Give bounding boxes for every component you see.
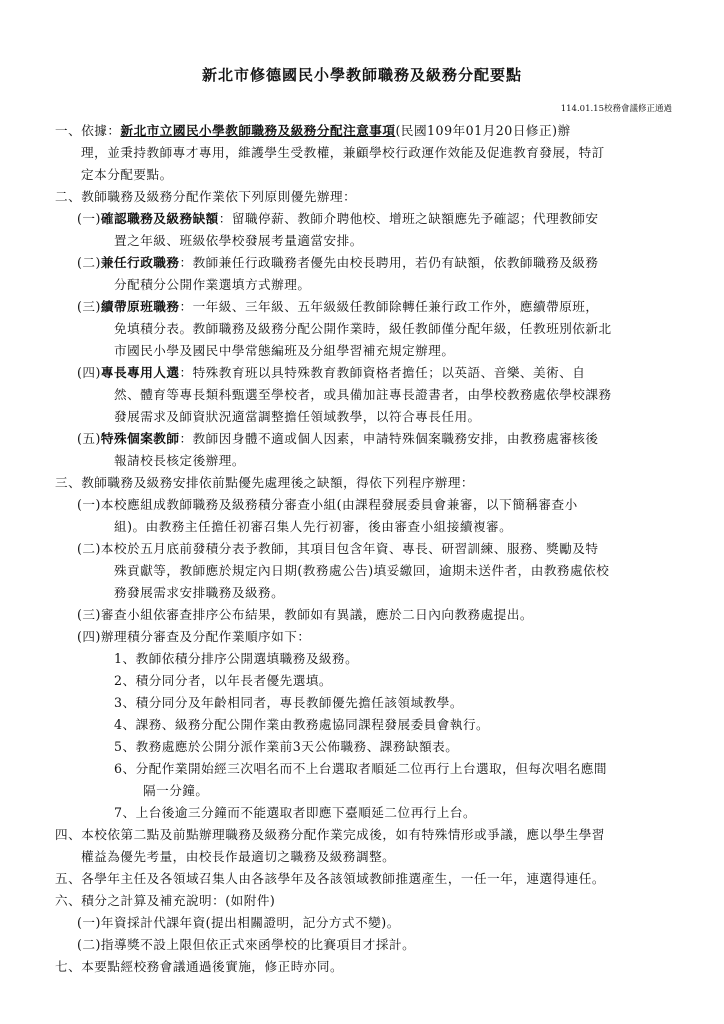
item-text: ：特殊教育班以具特殊教育教師資格者擔任；以英語、音樂、美術、自 bbox=[179, 365, 586, 380]
section-3-item-4-line-1 bbox=[77, 627, 310, 647]
section-6-heading: 六、積分之計算及補充說明：(如附件) bbox=[55, 893, 276, 908]
step-5: 5、教務處應於公開分派作業前3天公佈職務、課務缺額表。 bbox=[114, 739, 459, 754]
item-text: ：教師因身體不適或個人因素，申請特殊個案職務安排，由教務處審核後 bbox=[179, 431, 599, 446]
section-3-item-1-line-1 bbox=[77, 495, 578, 515]
section-1-reference: 新北市立國民小學教師職務及級務分配注意事項 bbox=[120, 123, 396, 138]
section-1-line-1 bbox=[55, 121, 571, 141]
item-text: 本校應組成教師職務及級務積分審查小組(由課程發展委員會兼審，以下簡稱審查小 bbox=[100, 497, 578, 512]
item-number: (五) bbox=[77, 431, 101, 446]
section-6-item-2: (二)指導獎不設上限但依正式來函學校的比賽項目才採計。 bbox=[77, 937, 416, 952]
item-number: (三) bbox=[77, 299, 101, 314]
step-7: 7、上台後逾三分鐘而不能選取者即應下臺順延二位再行上台。 bbox=[114, 805, 477, 820]
section-2-item-4-line-3: 發展需求及師資狀況適當調整擔任領域教學，以符合專長任用。 bbox=[114, 409, 481, 424]
section-3-item-2-line-3: 務發展需求安排職務及級務。 bbox=[114, 585, 285, 600]
section-7-line-1: 七、本要點經校務會議通過後實施，修正時亦同。 bbox=[55, 959, 344, 974]
item-term: 特殊個案教師 bbox=[100, 431, 180, 446]
section-1-number: 一、 bbox=[55, 123, 82, 138]
section-2-item-3-line-1 bbox=[77, 297, 598, 317]
step-2: 2、積分同分者，以年長者優先選填。 bbox=[114, 673, 333, 688]
step-1: 1、教師依積分排序公開選填職務及級務。 bbox=[114, 651, 359, 666]
revision-note: 114.01.15校務會議修正通過 bbox=[560, 104, 672, 114]
section-2-item-4-line-1 bbox=[77, 363, 585, 383]
item-term: 兼任行政職務 bbox=[100, 255, 180, 270]
section-1-lead: 依據： bbox=[81, 123, 121, 138]
item-number: (四) bbox=[77, 629, 101, 644]
item-number: (四) bbox=[77, 365, 101, 380]
section-2-item-1-line-1 bbox=[77, 209, 598, 229]
section-1-line-3: 定本分配要點。 bbox=[81, 167, 173, 182]
section-2-item-1-line-2: 置之年級、班級依學校發展考量適當安排。 bbox=[114, 233, 363, 248]
section-4-line-1: 四、本校依第二點及前點辦理職務及級務分配作業完成後，如有特殊情形或爭議，應以學生學習 bbox=[55, 827, 605, 842]
section-2-item-2-line-2: 分配積分公開作業選填方式辦理。 bbox=[114, 277, 311, 292]
section-3-item-3-line-1 bbox=[77, 605, 533, 625]
section-1-line-2: 理，並秉持教師專才專用，維護學生受教權，兼顧學校行政運作效能及促進教育發展，特訂 bbox=[81, 145, 605, 160]
item-number: (三) bbox=[77, 607, 101, 622]
section-6-item-1: (一)年資採計代課年資(提出相關證明，記分方式不變)。 bbox=[77, 915, 400, 930]
step-6-line-1: 6、分配作業開始經三次唱名而不上台選取者順延二位再行上台選取，但每次唱名應間 bbox=[114, 761, 607, 776]
section-1-line-1-rest: (民國109年01月20日修正)辦 bbox=[395, 123, 571, 138]
item-text: 審查小組依審查排序公布結果，教師如有異議，應於二日內向教務處提出。 bbox=[100, 607, 534, 622]
section-2-item-3-line-2: 免填積分表。教師職務及級務分配公開作業時，級任教師僅分配年級，任教班別依新北 bbox=[114, 321, 612, 336]
item-number: (一) bbox=[77, 497, 101, 512]
section-2-item-3-line-3: 市國民小學及國民中學常態編班及分組學習補充規定辦理。 bbox=[114, 343, 455, 358]
section-3-heading: 三、教師職務及級務安排依前點優先處理後之缺額，得依下列程序辦理： bbox=[55, 475, 474, 490]
step-4: 4、課務、級務分配公開作業由教務處協同課程發展委員會執行。 bbox=[114, 717, 490, 732]
section-5-line-1: 五、各學年主任及各領域召集人由各該學年及各該領域教師推選產生，一任一年，連選得連任。 bbox=[55, 871, 605, 886]
section-3-item-2-line-1 bbox=[77, 539, 598, 559]
section-2-item-5-line-2: 報請校長核定後辦理。 bbox=[114, 453, 245, 468]
section-2-heading: 二、教師職務及級務分配作業依下列原則優先辦理： bbox=[55, 189, 357, 204]
section-2-item-2-line-1 bbox=[77, 253, 598, 273]
item-term: 專長專用人選 bbox=[100, 365, 180, 380]
step-3: 3、積分同分及年齡相同者，專長教師優先擔任該領域教學。 bbox=[114, 695, 463, 710]
item-term: 確認職務及級務缺額 bbox=[100, 211, 219, 226]
section-4-line-2: 權益為優先考量，由校長作最適切之職務及級務調整。 bbox=[81, 849, 396, 864]
item-number: (二) bbox=[77, 541, 101, 556]
step-6-line-2: 隔一分鐘。 bbox=[143, 783, 209, 798]
section-3-item-2-line-2: 殊貢獻等，教師應於規定內日期(教務處公告)填妥繳回，逾期未送件者，由教務處依校 bbox=[114, 563, 610, 578]
section-2-item-5-line-1 bbox=[77, 429, 598, 449]
item-text: 辦理積分審查及分配作業順序如下： bbox=[100, 629, 311, 644]
item-text: ：留職停薪、教師介聘他校、增班之缺額應先予確認；代理教師安 bbox=[218, 211, 599, 226]
item-text: 本校於五月底前發積分表予教師，其項目包含年資、專長、研習訓練、服務、獎勵及特 bbox=[100, 541, 599, 556]
section-3-item-1-line-2: 組)。由教務主任擔任初審召集人先行初審，後由審查小組接續複審。 bbox=[114, 519, 513, 534]
item-text: ：教師兼任行政職務者優先由校長聘用，若仍有缺額，依教師職務及級務 bbox=[179, 255, 599, 270]
item-text: ：一年級、三年級、五年級級任教師除轉任兼行政工作外，應續帶原班， bbox=[179, 299, 599, 314]
section-2-item-4-line-2: 然、體育等專長類科甄選至學校者，或具備加註專長證書者，由學校教務處依學校課務 bbox=[114, 387, 612, 402]
page-title: 新北市修德國民小學教師職務及級務分配要點 bbox=[201, 66, 522, 84]
item-term: 續帶原班職務 bbox=[100, 299, 180, 314]
item-number: (一) bbox=[77, 211, 101, 226]
item-number: (二) bbox=[77, 255, 101, 270]
